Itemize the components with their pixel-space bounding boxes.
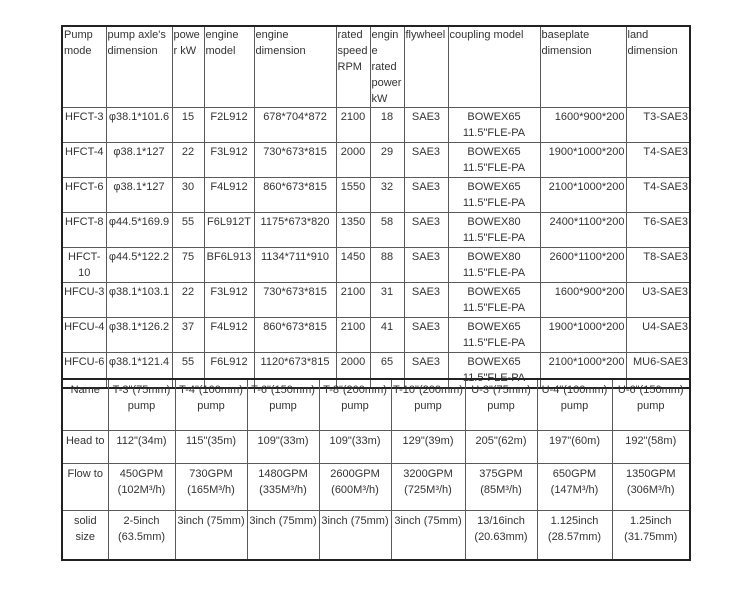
spec-header-cell: land dimension [626,26,690,108]
perf-cell: T-4"(100mm) pump [175,379,247,431]
spec-cell: 2100*1000*200 [540,353,626,389]
spec-cell: 55 [172,353,204,389]
spec-cell: SAE3 [404,248,448,283]
spec-table-row [62,318,690,353]
spec-table-row [62,143,690,178]
spec-cell: HFCU-3 [62,283,106,318]
spec-cell: 860*673*815 [254,318,336,353]
spec-cell: HFCU-6 [62,353,106,389]
spec-cell: 860*673*815 [254,178,336,213]
perf-cell: T-10"(200mm) pump [391,379,465,431]
spec-cell: 1600*900*200 [540,108,626,143]
spec-header-cell: engine rated power kW [370,26,404,108]
spec-header-cell: rated speed RPM [336,26,370,108]
perf-cell: 450GPM (102M³/h) [108,464,175,511]
perf-cell: 109"(33m) [247,431,319,464]
spec-table-row [62,283,690,318]
spec-table-row [62,108,690,143]
perf-cell: T-3"(75mm) pump [108,379,175,431]
perf-cell: 730GPM (165M³/h) [175,464,247,511]
perf-cell: 3inch (75mm) [247,511,319,561]
spec-cell: F4L912 [204,318,254,353]
spec-cell: BOWEX65 11.5"FLE-PA [448,353,540,389]
spec-cell: HFCT-10 [62,248,106,283]
spec-cell: 22 [172,143,204,178]
spec-cell: 2400*1100*200 [540,213,626,248]
spec-cell: 1900*1000*200 [540,318,626,353]
spec-cell: T8-SAE3 [626,248,690,283]
spec-cell: BOWEX65 11.5"FLE-PA [448,143,540,178]
spec-cell: 2000 [336,353,370,389]
pump-spec-table [61,25,691,389]
spec-cell: φ38.1*126.2 [106,318,172,353]
perf-cell: 112"(34m) [108,431,175,464]
spec-cell: 41 [370,318,404,353]
perf-cell: 3inch (75mm) [319,511,391,561]
spec-cell: 32 [370,178,404,213]
spec-cell: 2600*1100*200 [540,248,626,283]
spec-cell: 18 [370,108,404,143]
spec-cell: BOWEX65 11.5"FLE-PA [448,178,540,213]
spec-cell: 15 [172,108,204,143]
spec-cell: F3L912 [204,283,254,318]
perf-table-row [62,431,690,464]
spec-cell: 30 [172,178,204,213]
perf-row-label: Head to [62,431,108,464]
spec-cell: 1120*673*815 [254,353,336,389]
spec-cell: T4-SAE3 [626,143,690,178]
perf-cell: 192"(58m) [612,431,690,464]
spec-cell: HFCT-6 [62,178,106,213]
spec-cell: φ38.1*127 [106,178,172,213]
spec-cell: F4L912 [204,178,254,213]
spec-cell: T6-SAE3 [626,213,690,248]
perf-cell: 197"(60m) [537,431,612,464]
spec-cell: BOWEX65 11.5"FLE-PA [448,108,540,143]
perf-cell: T-8"(200mm) pump [319,379,391,431]
spec-header-cell: power kW [172,26,204,108]
spec-table-row [62,248,690,283]
spec-table-row [62,213,690,248]
spec-cell: φ38.1*103.1 [106,283,172,318]
spec-cell: 31 [370,283,404,318]
spec-cell: T3-SAE3 [626,108,690,143]
spec-cell: 1134*711*910 [254,248,336,283]
spec-cell: BOWEX65 11.5"FLE-PA [448,318,540,353]
spec-cell: φ38.1*101.6 [106,108,172,143]
spec-cell: 730*673*815 [254,283,336,318]
spec-cell: F6L912 [204,353,254,389]
spec-cell: F6L912T [204,213,254,248]
perf-table-row [62,511,690,561]
perf-table-row [62,464,690,511]
perf-cell: 3inch (75mm) [391,511,465,561]
spec-cell: T4-SAE3 [626,178,690,213]
spec-header-cell: coupling model [448,26,540,108]
perf-cell: 2600GPM (600M³/h) [319,464,391,511]
spec-cell: 2100 [336,318,370,353]
spec-header-cell: baseplate dimension [540,26,626,108]
perf-cell: 3200GPM (725M³/h) [391,464,465,511]
spec-cell: BOWEX80 11.5"FLE-PA [448,248,540,283]
perf-cell: 109"(33m) [319,431,391,464]
spec-cell: U3-SAE3 [626,283,690,318]
spec-cell: 678*704*872 [254,108,336,143]
spec-cell: BF6L913 [204,248,254,283]
spec-cell: SAE3 [404,178,448,213]
perf-table-row [62,379,690,431]
pump-performance-table [61,378,691,561]
spec-header-cell: Pump mode [62,26,106,108]
spec-cell: 29 [370,143,404,178]
spec-cell: 65 [370,353,404,389]
spec-header-row [62,26,690,108]
perf-row-label: solid size [62,511,108,561]
perf-cell: T-6"(150mm) pump [247,379,319,431]
spec-header-cell: engine dimension [254,26,336,108]
perf-cell: 1350GPM (306M³/h) [612,464,690,511]
spec-cell: 58 [370,213,404,248]
spec-cell: 37 [172,318,204,353]
spec-cell: 55 [172,213,204,248]
spec-cell: SAE3 [404,283,448,318]
spec-cell: F3L912 [204,143,254,178]
spec-cell: BOWEX80 11.5"FLE-PA [448,213,540,248]
perf-cell: 2-5inch (63.5mm) [108,511,175,561]
spec-cell: SAE3 [404,143,448,178]
spec-cell: 1900*1000*200 [540,143,626,178]
spec-table-row [62,178,690,213]
spec-cell: HFCT-3 [62,108,106,143]
perf-cell: U-4"(100mm) pump [537,379,612,431]
spec-cell: SAE3 [404,213,448,248]
spec-cell: φ44.5*169.9 [106,213,172,248]
spec-cell: HFCT-8 [62,213,106,248]
spec-cell: 1175*673*820 [254,213,336,248]
perf-cell: 129"(39m) [391,431,465,464]
perf-cell: 1.125inch (28.57mm) [537,511,612,561]
perf-row-label: Flow to [62,464,108,511]
spec-cell: SAE3 [404,318,448,353]
perf-cell: 3inch (75mm) [175,511,247,561]
spec-cell: F2L912 [204,108,254,143]
spec-cell: 1550 [336,178,370,213]
spec-cell: 2100 [336,108,370,143]
spec-cell: 2100*1000*200 [540,178,626,213]
perf-cell: 1.25inch (31.75mm) [612,511,690,561]
spec-cell: SAE3 [404,353,448,389]
spec-cell: 1350 [336,213,370,248]
spec-cell: φ44.5*122.2 [106,248,172,283]
perf-cell: 205"(62m) [465,431,537,464]
spec-header-cell: flywheel [404,26,448,108]
spec-cell: HFCU-4 [62,318,106,353]
perf-cell: U-3"(75mm) pump [465,379,537,431]
spec-cell: 730*673*815 [254,143,336,178]
spec-cell: HFCT-4 [62,143,106,178]
spec-cell: 1450 [336,248,370,283]
spec-header-cell: engine model [204,26,254,108]
spec-cell: MU6-SAE3 [626,353,690,389]
perf-row-label: Name [62,379,108,431]
perf-cell: 115"(35m) [175,431,247,464]
spec-cell: 88 [370,248,404,283]
spec-header-cell: pump axle's dimension [106,26,172,108]
perf-cell: U-6"(150mm) pump [612,379,690,431]
spec-cell: 2100 [336,283,370,318]
spec-cell: U4-SAE3 [626,318,690,353]
perf-cell: 375GPM (85M³/h) [465,464,537,511]
spec-cell: 22 [172,283,204,318]
perf-cell: 13/16inch (20.63mm) [465,511,537,561]
spec-cell: 1600*900*200 [540,283,626,318]
spec-cell: 2000 [336,143,370,178]
spec-cell: φ38.1*127 [106,143,172,178]
spec-cell: BOWEX65 11.5"FLE-PA [448,283,540,318]
spec-cell: SAE3 [404,108,448,143]
spec-cell: 75 [172,248,204,283]
spec-cell: φ38.1*121.4 [106,353,172,389]
perf-cell: 650GPM (147M³/h) [537,464,612,511]
perf-cell: 1480GPM (335M³/h) [247,464,319,511]
